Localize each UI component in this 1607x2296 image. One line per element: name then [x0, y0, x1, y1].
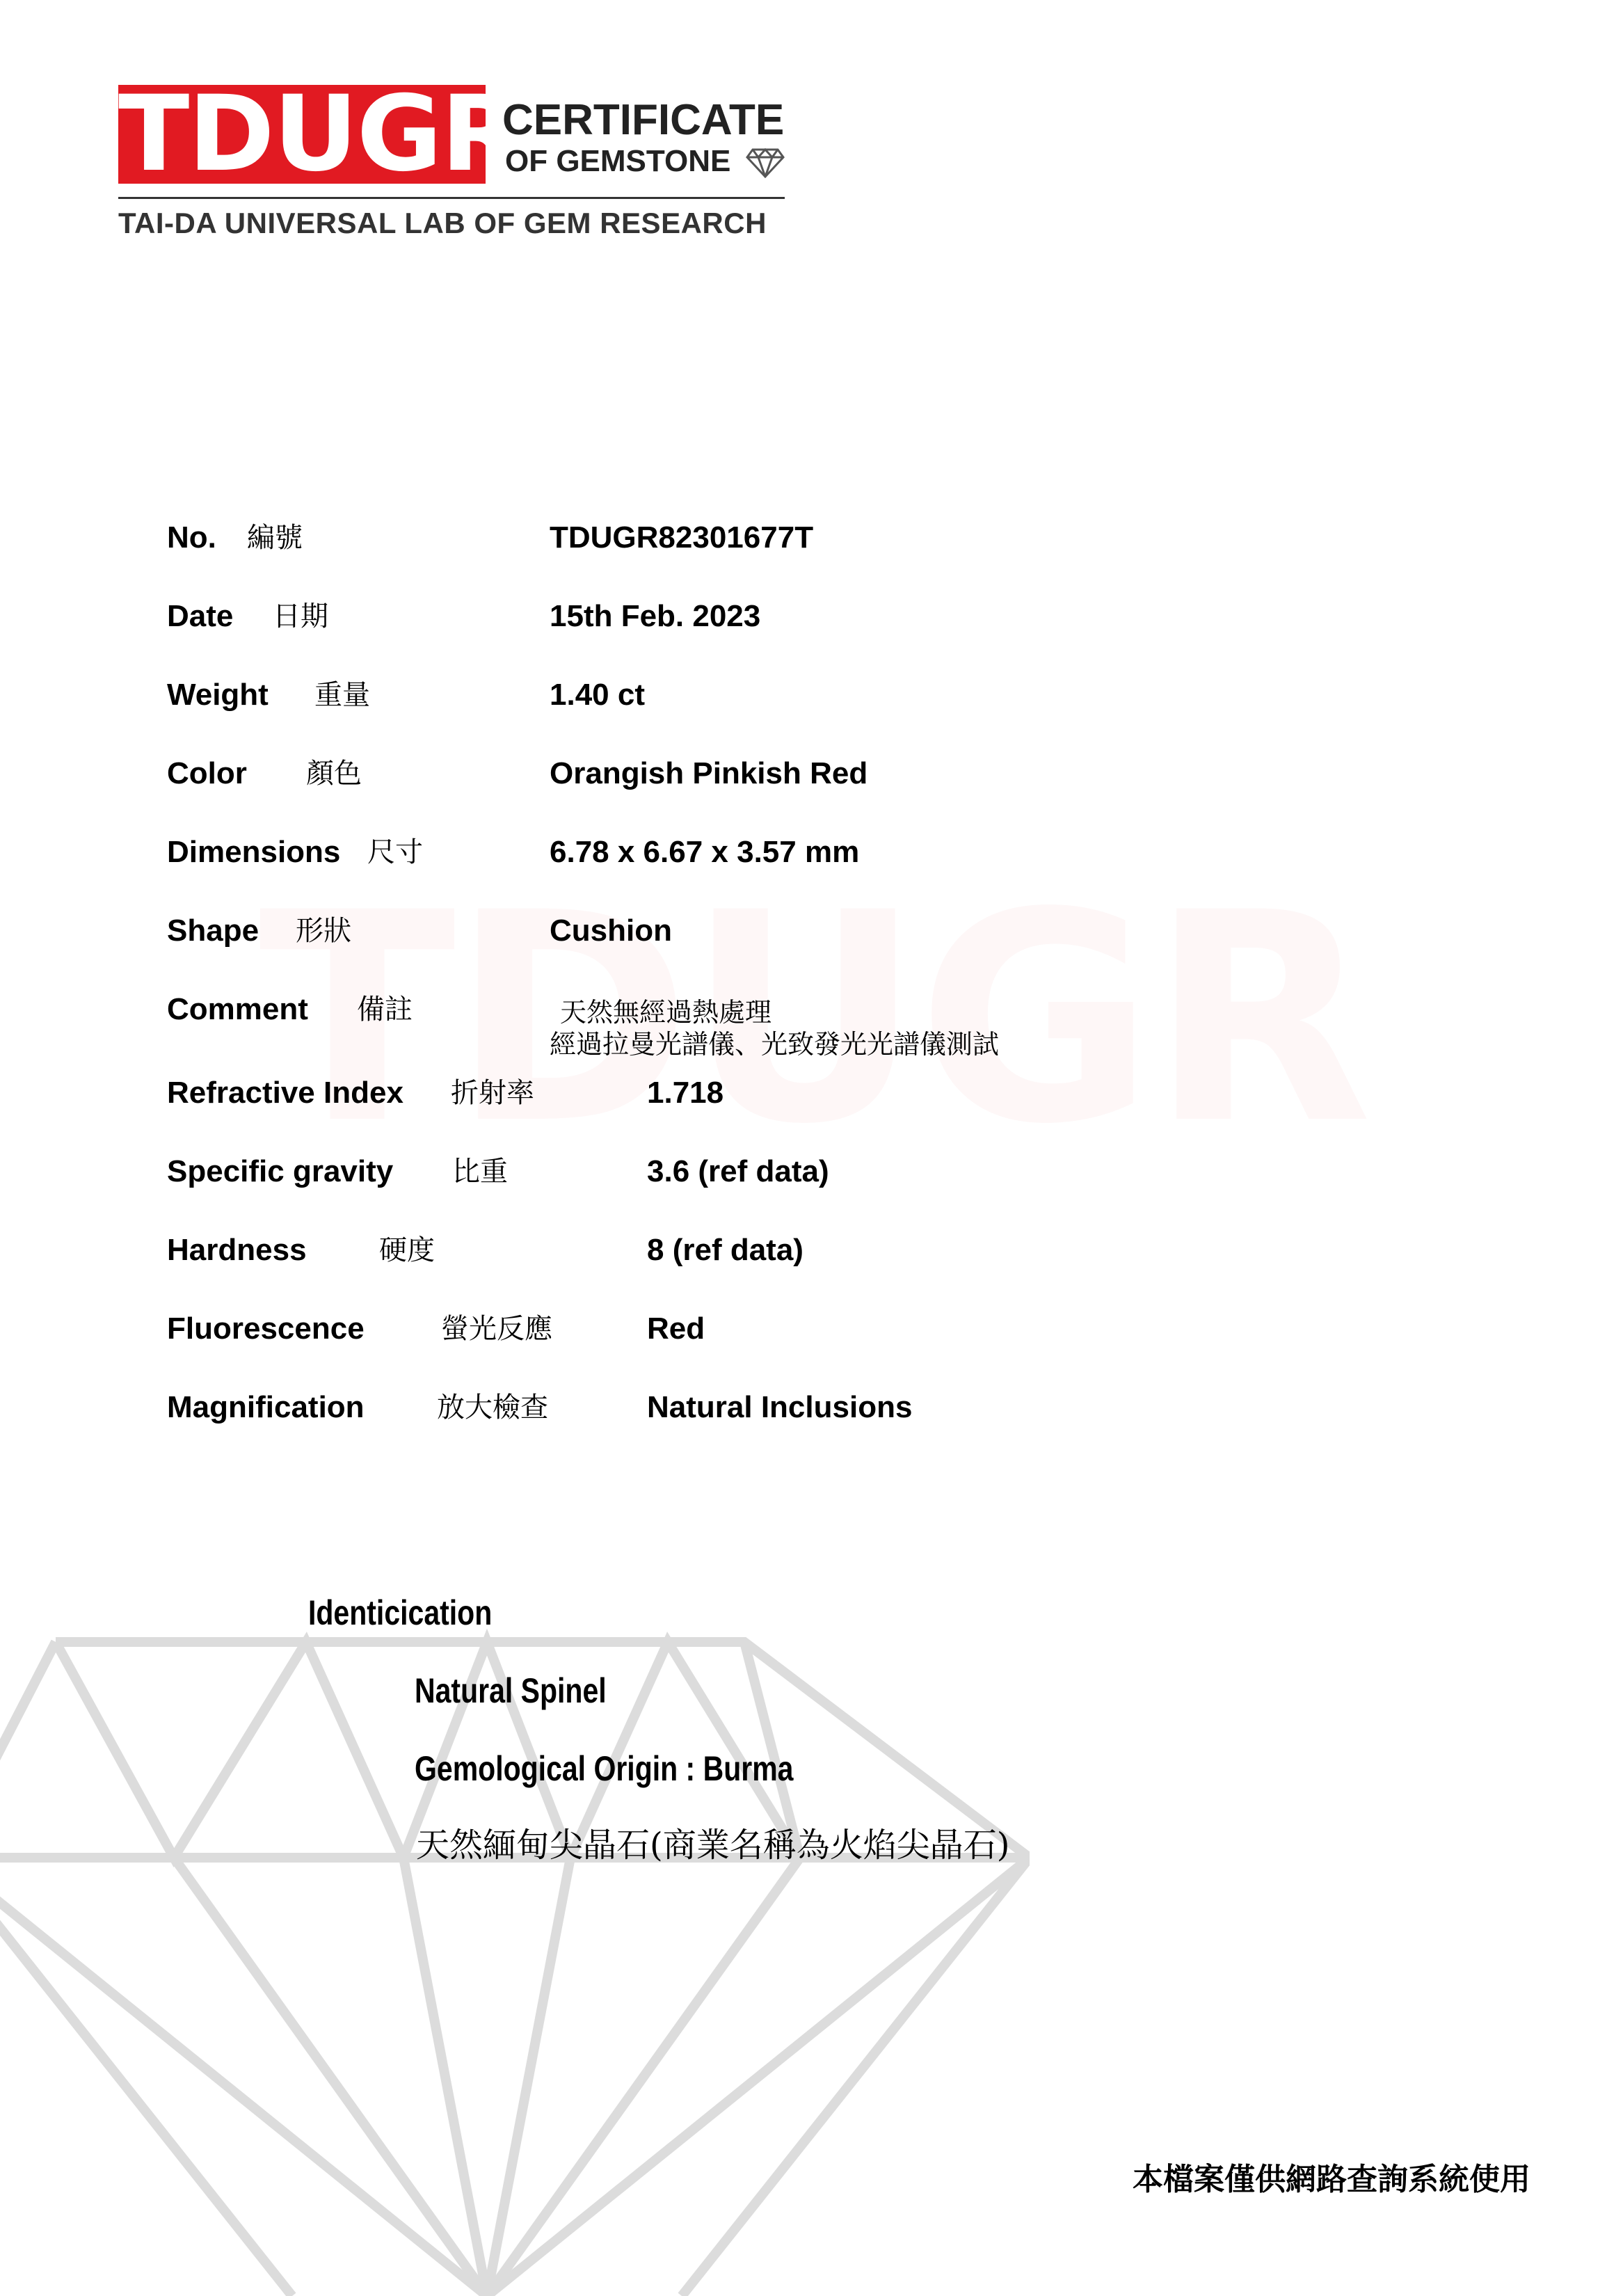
weight-label-cn: 重量 — [314, 679, 370, 711]
date-label-cn: 日期 — [273, 600, 328, 632]
specific-gravity-label: Specific gravity — [167, 1154, 394, 1188]
fluorescence-label-cn: 螢光反應 — [441, 1313, 552, 1345]
identification-heading: Identicication — [308, 1593, 493, 1632]
magnification-label-cn: 放大檢查 — [437, 1392, 548, 1424]
hardness-label: Hardness — [167, 1233, 307, 1267]
comment-label-cn: 備註 — [357, 994, 413, 1026]
color-label-cn: 顏色 — [306, 758, 362, 790]
identification-origin: Gemological Origin : Burma — [415, 1749, 794, 1788]
no-label: No. — [167, 520, 216, 555]
no-label-cn: 編號 — [247, 522, 303, 554]
shape-value: Cushion — [550, 914, 672, 948]
shape-label: Shape — [167, 914, 259, 948]
comment-line2: 經過拉曼光譜儀、光致發光光譜儀測試 — [550, 1029, 1000, 1060]
color-value: Orangish Pinkish Red — [550, 756, 868, 790]
refractive-index-label: Refractive Index — [167, 1076, 403, 1110]
logo-tdugr: TDUGR — [118, 74, 520, 195]
weight-label: Weight — [167, 678, 269, 712]
comment-label: Comment — [167, 992, 308, 1026]
logo-certificate-line1: CERTIFICATE — [502, 96, 785, 144]
shape-label-cn: 形狀 — [296, 915, 351, 947]
specific-gravity-label-cn: 比重 — [452, 1156, 508, 1188]
refractive-index-value: 1.718 — [647, 1076, 724, 1110]
specific-gravity-value: 3.6 (ref data) — [647, 1154, 829, 1188]
logo-divider — [118, 197, 785, 199]
comment-line1: 天然無經過熱處理 — [560, 997, 772, 1028]
date-value: 15th Feb. 2023 — [550, 599, 761, 633]
dimensions-label-cn: 尺寸 — [367, 836, 423, 868]
logo-certificate-line2: OF GEMSTONE — [505, 144, 731, 178]
identification-name-cn: 天然緬甸尖晶石(商業名稱為火焰尖晶石) — [416, 1826, 1010, 1865]
date-label: Date — [167, 599, 234, 633]
dimensions-value: 6.78 x 6.67 x 3.57 mm — [550, 835, 860, 869]
diamond-watermark-icon — [0, 1628, 1030, 2296]
magnification-value: Natural Inclusions — [647, 1390, 913, 1424]
no-value: TDUGR82301677T — [550, 520, 814, 555]
identification-name: Natural Spinel — [415, 1671, 607, 1710]
refractive-index-label-cn: 折射率 — [451, 1077, 534, 1109]
fluorescence-label: Fluorescence — [167, 1312, 365, 1346]
fluorescence-value: Red — [647, 1312, 705, 1346]
hardness-label-cn: 硬度 — [379, 1234, 435, 1266]
weight-value: 1.40 ct — [550, 678, 645, 712]
lab-name: TAI-DA UNIVERSAL LAB OF GEM RESEARCH — [118, 207, 767, 239]
footer-note: 本檔案僅供網路查詢系統使用 — [1133, 2162, 1530, 2197]
hardness-value: 8 (ref data) — [647, 1233, 804, 1267]
color-label: Color — [167, 756, 247, 790]
diamond-icon — [746, 148, 785, 178]
tdugr-watermark — [259, 873, 1368, 1165]
magnification-label: Magnification — [167, 1390, 365, 1424]
dimensions-label: Dimensions — [167, 835, 341, 869]
